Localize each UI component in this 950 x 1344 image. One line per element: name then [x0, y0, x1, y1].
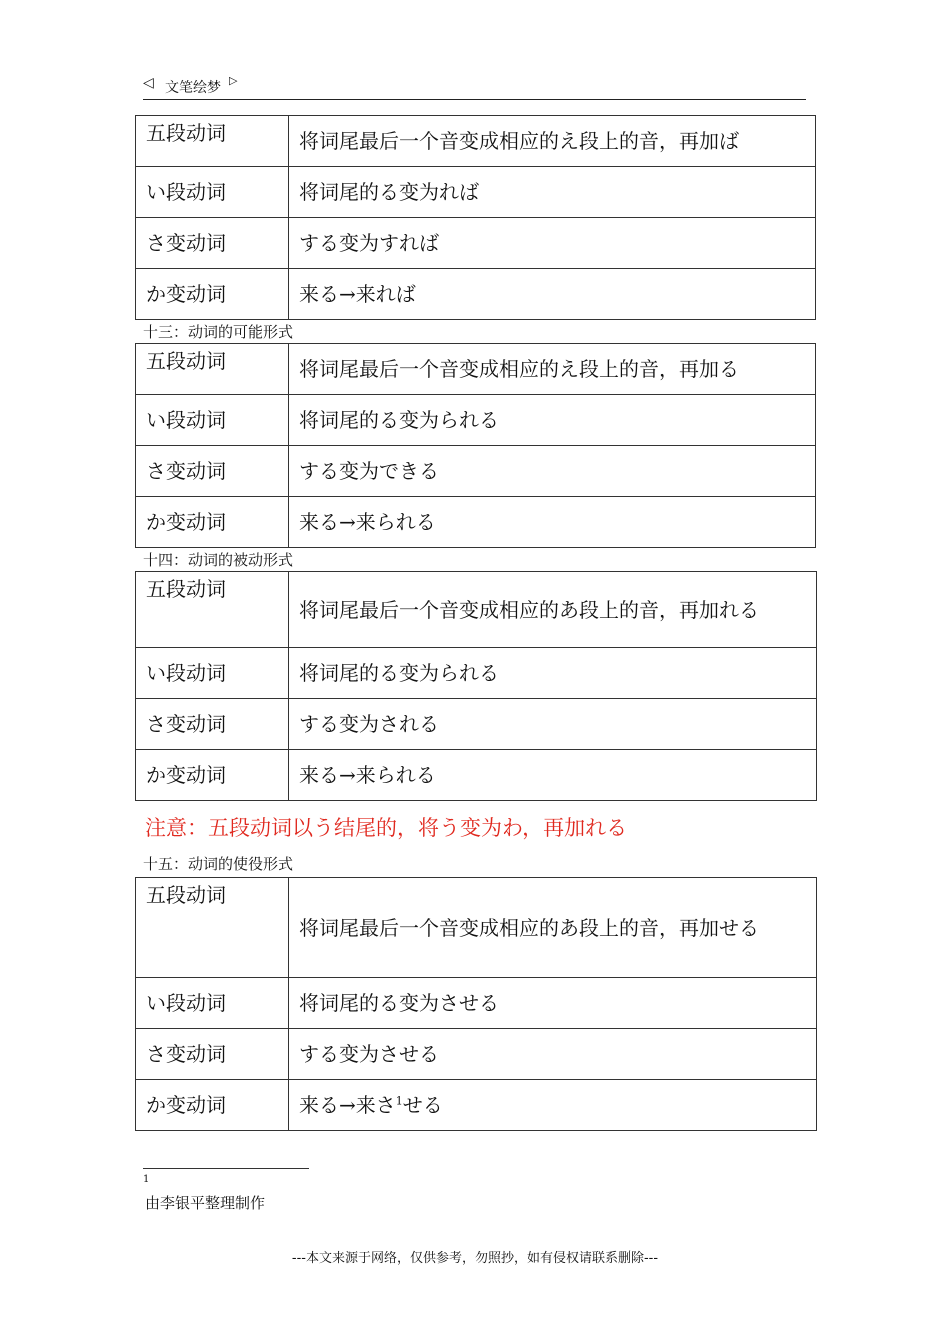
verb-type-cell: 五段动词: [136, 878, 289, 978]
verb-type-cell: か变动词: [136, 269, 289, 320]
rule-cell: 将词尾最后一个音变成相应的え段上的音，再加る: [289, 344, 816, 395]
verb-type-cell: い段动词: [136, 395, 289, 446]
verb-type-cell: さ变动词: [136, 1029, 289, 1080]
rule-cell: する变为できる: [289, 446, 816, 497]
verb-type-cell: い段动词: [136, 648, 289, 699]
table-row: [136, 978, 817, 1029]
footnote-ref[interactable]: 1: [395, 1094, 403, 1108]
footnote-text: 由李银平整理制作: [145, 1194, 266, 1212]
verb-type-cell: い段动词: [136, 978, 289, 1029]
rule-cell: する变为すれば: [289, 218, 816, 269]
verb-type-cell: 五段动词: [136, 344, 289, 395]
right-triangle-icon: ▷: [229, 74, 238, 87]
verb-type-cell: か变动词: [136, 1080, 289, 1131]
verb-type-cell: さ变动词: [136, 699, 289, 750]
causative-form-table: [135, 877, 817, 1131]
rule-cell: 来る→来れば: [289, 269, 816, 320]
verb-type-cell: さ变动词: [136, 446, 289, 497]
table-row: [136, 1080, 817, 1131]
verb-type-cell: 五段动词: [136, 572, 289, 648]
page-header: [143, 73, 806, 100]
rule-cell: 将词尾的る变为られる: [289, 648, 817, 699]
footnote-number: 1: [143, 1174, 150, 1185]
rule-cell: 将词尾的る变为られる: [289, 395, 816, 446]
potential-form-table: [135, 343, 816, 548]
table-row: [136, 878, 817, 978]
table-row: [136, 446, 816, 497]
table-row: [136, 750, 817, 801]
table-row: [136, 648, 817, 699]
table-row: [136, 344, 816, 395]
rule-text: 来る→来さ: [299, 1093, 396, 1117]
note-text: 注意：五段动词以う结尾的，将う变为わ，再加れる: [145, 816, 628, 840]
table-row: [136, 395, 816, 446]
table-row: [136, 1029, 817, 1080]
table-row: [136, 167, 816, 218]
rule-text: せる: [402, 1093, 443, 1117]
passive-form-table: [135, 571, 817, 801]
table-row: [136, 699, 817, 750]
section-heading-13: 十三：动词的可能形式: [143, 323, 294, 341]
conditional-form-table: [135, 115, 816, 320]
table-row: [136, 269, 816, 320]
verb-type-cell: 五段动词: [136, 116, 289, 167]
rule-cell: 将词尾的る变为れば: [289, 167, 816, 218]
rule-cell: 将词尾最后一个音变成相应的え段上的音，再加ば: [289, 116, 816, 167]
rule-cell: 将词尾的る变为させる: [289, 978, 817, 1029]
verb-type-cell: い段动词: [136, 167, 289, 218]
left-triangle-icon: ◁: [143, 75, 154, 91]
rule-cell: 来る→来られる: [289, 497, 816, 548]
footnote-separator: [143, 1168, 309, 1169]
rule-cell: 来る→来られる: [289, 750, 817, 801]
table-row: [136, 497, 816, 548]
rule-cell: [289, 1080, 817, 1131]
section-heading-14: 十四：动词的被动形式: [143, 551, 294, 569]
rule-cell: 将词尾最后一个音变成相应的あ段上的音，再加れる: [289, 572, 817, 648]
rule-cell: する变为させる: [289, 1029, 817, 1080]
table-row: [136, 218, 816, 269]
verb-type-cell: か变动词: [136, 497, 289, 548]
header-title: 文笔绘梦: [165, 80, 221, 96]
table-row: [136, 572, 817, 648]
table-row: [136, 116, 816, 167]
verb-type-cell: か变动词: [136, 750, 289, 801]
rule-cell: 将词尾最后一个音变成相应的あ段上的音，再加せる: [289, 878, 817, 978]
section-heading-15: 十五：动词的使役形式: [143, 855, 294, 873]
page-footer: ---本文来源于网络，仅供参考，勿照抄，如有侵权请联系删除---: [291, 1251, 659, 1266]
rule-cell: する变为される: [289, 699, 817, 750]
verb-type-cell: さ变动词: [136, 218, 289, 269]
